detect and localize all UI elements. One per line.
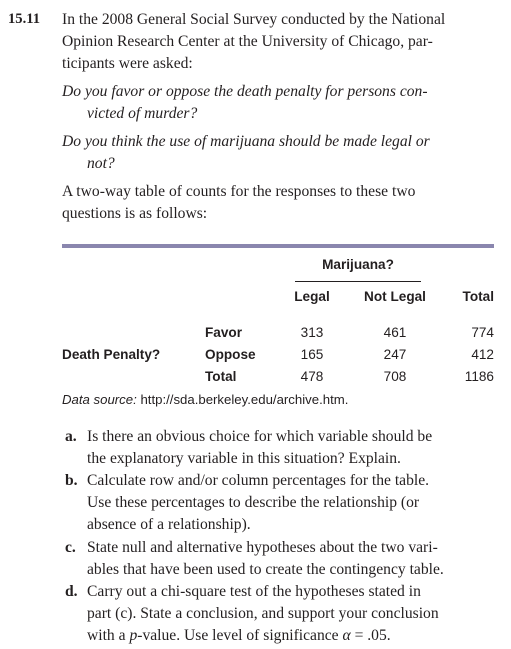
data-source-url: http://sda.berkeley.edu/archive.htm. bbox=[140, 392, 349, 407]
row-label-favor: Favor bbox=[205, 325, 243, 340]
cell-oppose-legal: 165 bbox=[300, 347, 324, 362]
row-label-oppose: Oppose bbox=[205, 347, 256, 362]
row-group-header: Death Penalty? bbox=[62, 347, 161, 362]
cell-total-not-legal: 708 bbox=[383, 369, 407, 384]
part-d-line-3-c: = .05. bbox=[350, 627, 391, 644]
part-d-label: d. bbox=[65, 583, 78, 600]
part-d-line-1: Carry out a chi-square test of the hypotheses stated in bbox=[87, 583, 421, 600]
column-header-total: Total bbox=[462, 289, 494, 304]
data-source-label: Data source: bbox=[62, 392, 137, 407]
intro-line-2: Opinion Research Center at the University of Chicago, par- bbox=[62, 33, 433, 50]
cell-total-legal: 478 bbox=[300, 369, 324, 384]
part-d-line-2: part (c). State a conclusion, and support your conclusion bbox=[87, 605, 439, 622]
survey-question-2-line-1: Do you think the use of marijuana should be made legal or bbox=[62, 133, 430, 150]
table-top-rule bbox=[62, 244, 494, 248]
part-b-line-2: Use these percentages to describe the relationship (or bbox=[87, 494, 420, 511]
column-header-not-legal: Not Legal bbox=[364, 289, 426, 304]
data-source bbox=[62, 392, 348, 407]
part-c-line-1: State null and alternative hypotheses about the two vari- bbox=[87, 539, 438, 556]
survey-question-1-line-1: Do you favor or oppose the death penalty for persons con- bbox=[62, 83, 428, 100]
column-header-legal: Legal bbox=[294, 289, 330, 304]
part-d-line-3-a: with a bbox=[87, 627, 130, 644]
part-b-line-1: Calculate row and/or column percentages for the table. bbox=[87, 472, 430, 489]
alpha-symbol: α bbox=[342, 627, 351, 644]
part-b-line-3: absence of a relationship). bbox=[87, 516, 251, 533]
part-a-label: a. bbox=[65, 428, 77, 445]
cell-favor-not-legal: 461 bbox=[383, 325, 407, 340]
column-group-underline bbox=[295, 281, 421, 282]
part-c-label: c. bbox=[65, 539, 76, 556]
intro-line-3: ticipants were asked: bbox=[62, 55, 193, 72]
lead-line-1: A two-way table of counts for the responses to these two bbox=[62, 183, 416, 200]
intro-line-1: In the 2008 General Social Survey conducted by the National bbox=[62, 11, 446, 28]
exercise-number: 15.11 bbox=[8, 11, 41, 27]
p-symbol: p bbox=[129, 627, 138, 644]
part-a-line-2: the explanatory variable in this situation? Explain. bbox=[87, 450, 401, 467]
cell-favor-total: 774 bbox=[471, 325, 494, 340]
cell-favor-legal: 313 bbox=[300, 325, 324, 340]
row-label-total: Total bbox=[205, 369, 237, 384]
cell-total-total: 1186 bbox=[464, 369, 494, 384]
survey-question-2-line-2: not? bbox=[87, 155, 115, 172]
part-d-line-3-b: -value. Use level of significance bbox=[137, 627, 343, 644]
part-b-label: b. bbox=[65, 472, 78, 489]
part-c-line-2: ables that have been used to create the contingency table. bbox=[87, 561, 444, 578]
cell-oppose-total: 412 bbox=[471, 347, 494, 362]
lead-line-2: questions is as follows: bbox=[62, 205, 208, 222]
part-d-line-3 bbox=[87, 625, 391, 647]
survey-question-1-line-2: victed of murder? bbox=[87, 105, 198, 122]
part-a-line-1: Is there an obvious choice for which variable should be bbox=[87, 428, 433, 445]
column-group-header: Marijuana? bbox=[322, 257, 394, 272]
cell-oppose-not-legal: 247 bbox=[383, 347, 407, 362]
